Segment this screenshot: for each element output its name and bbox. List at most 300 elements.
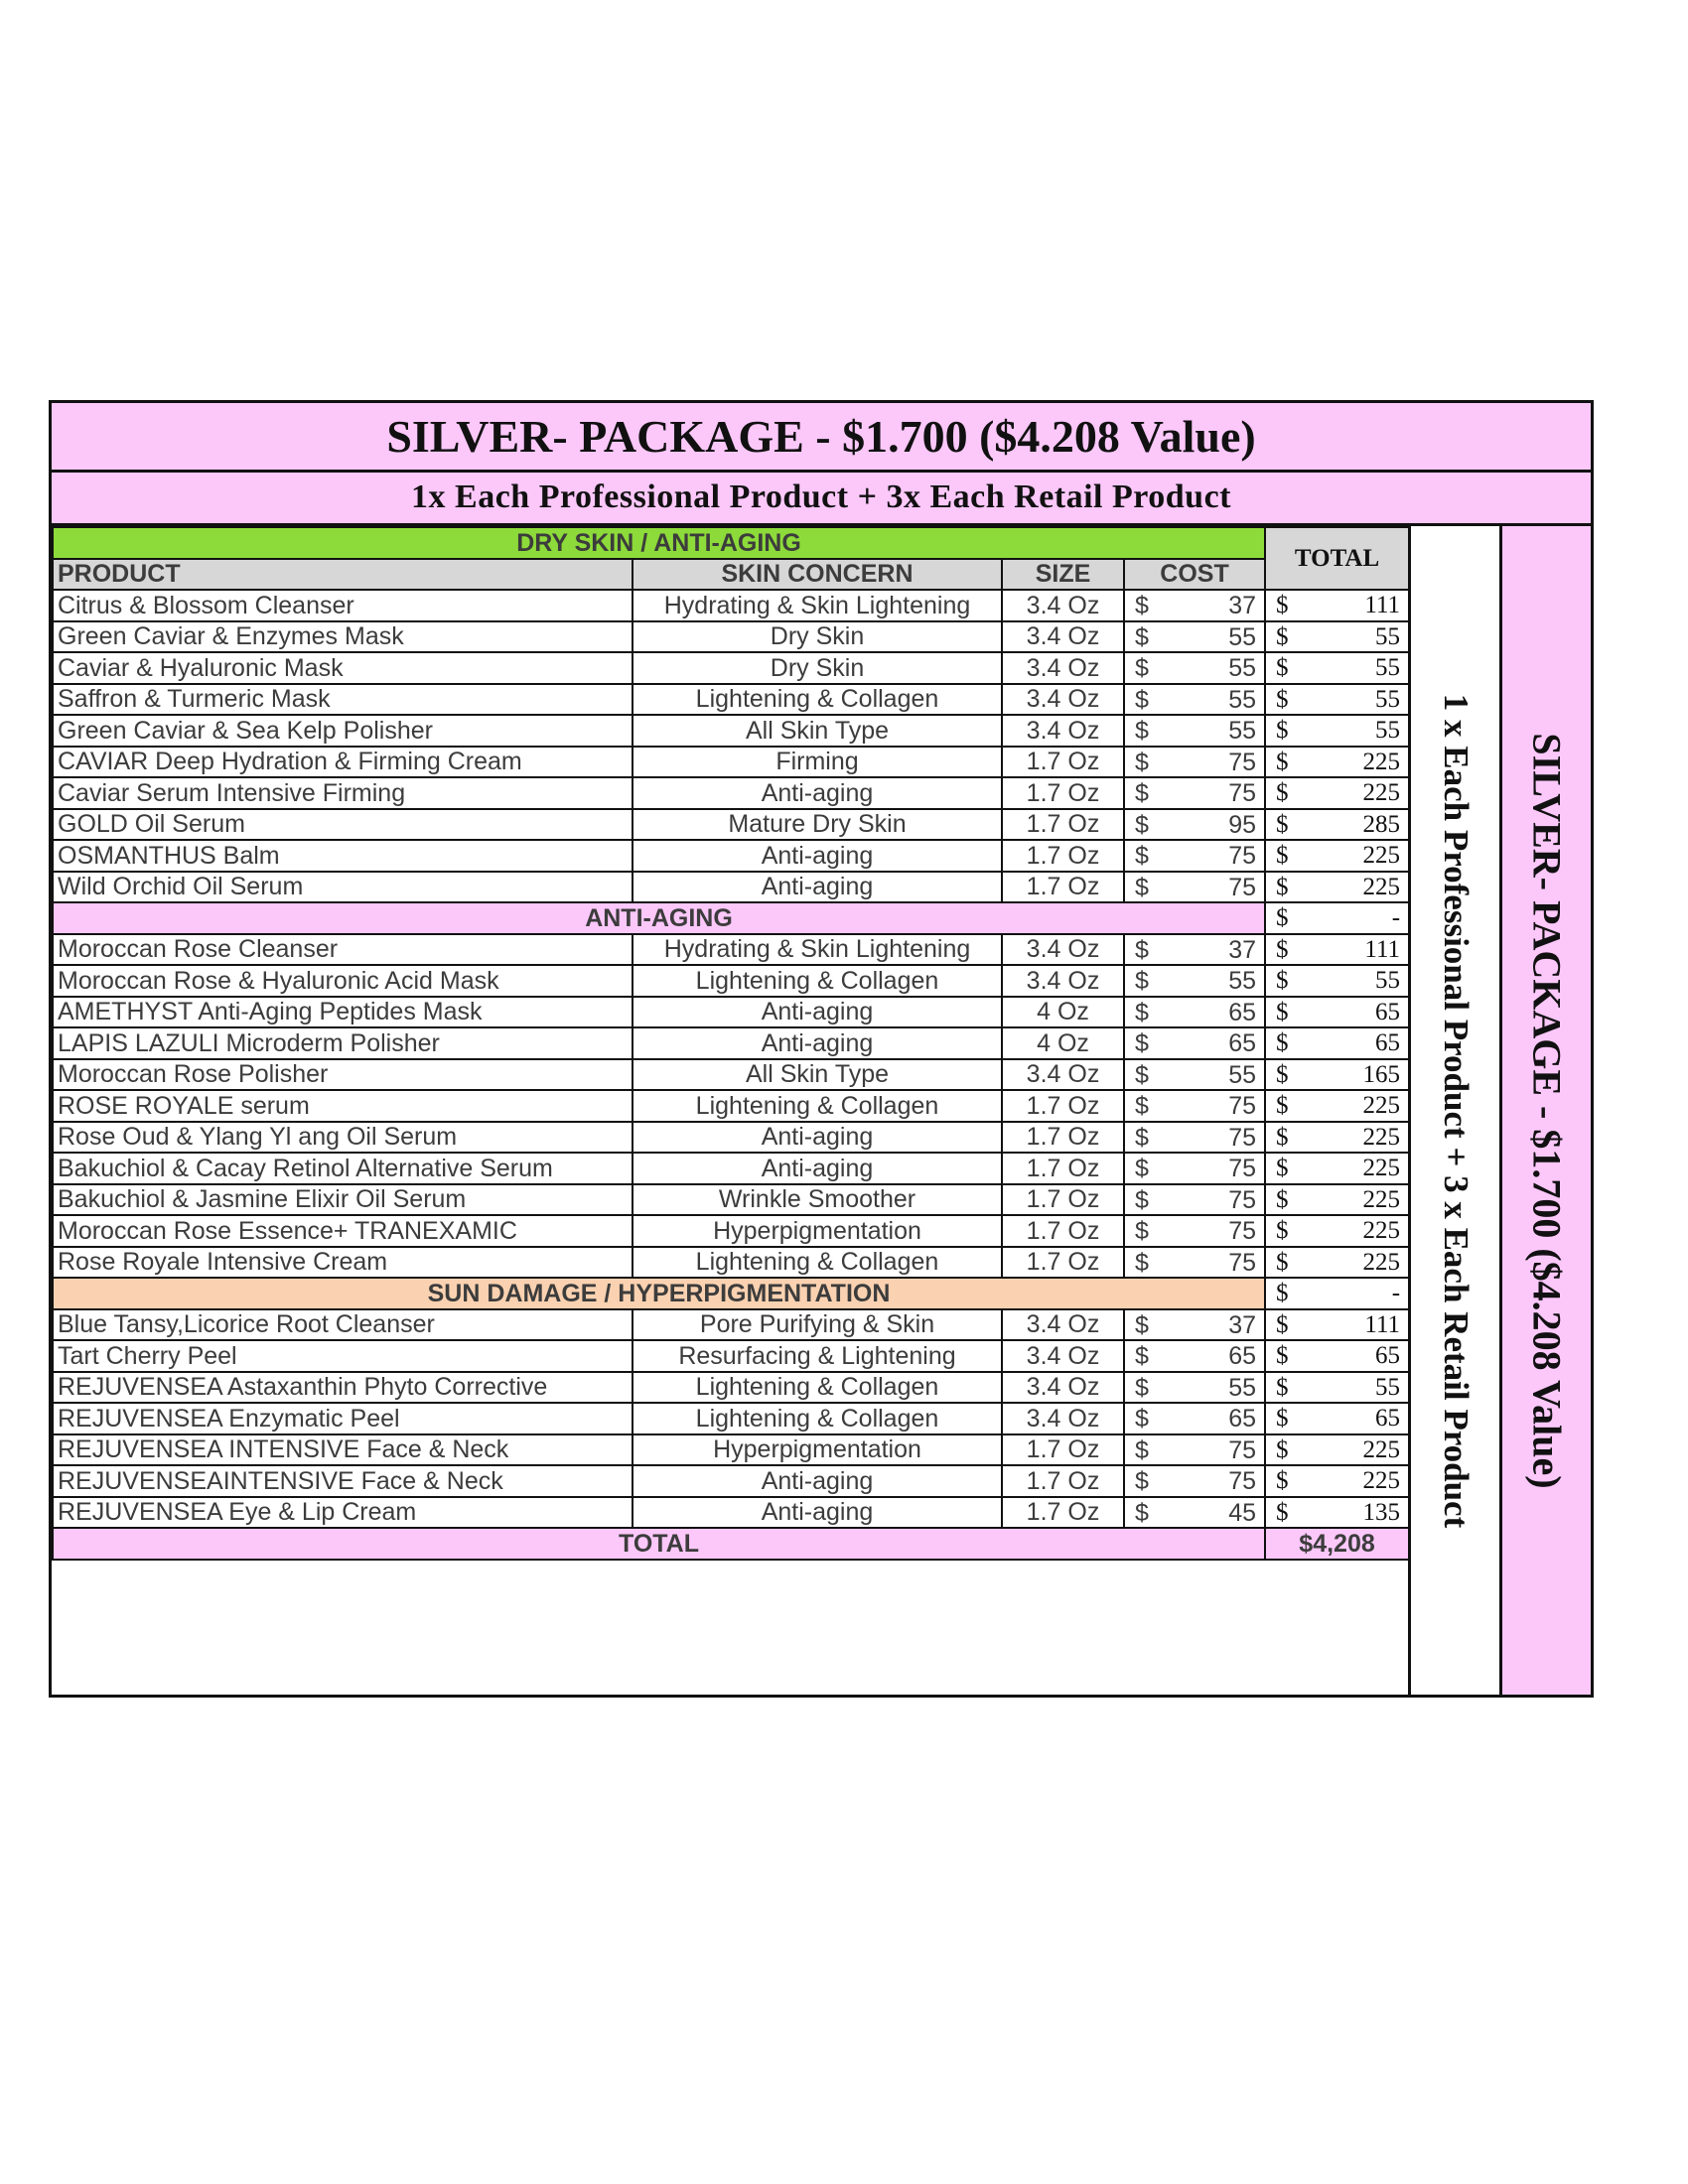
- product-row: [53, 621, 1409, 653]
- product-name: Bakuchiol & Jasmine Elixir Oil Serum: [53, 1184, 633, 1216]
- product-cost-amount: 55: [1228, 967, 1257, 995]
- currency-symbol: $: [1276, 904, 1289, 931]
- product-total: [1265, 1372, 1409, 1404]
- product-total-amount: 111: [1364, 592, 1401, 618]
- product-size: 1.7 Oz: [1002, 1153, 1124, 1184]
- vertical-subtitle: 1 x Each Professional Product + 3 x Each Retail Product: [1436, 693, 1476, 1528]
- product-cost-amount: 75: [1228, 1248, 1257, 1277]
- product-size: 3.4 Oz: [1002, 1059, 1124, 1091]
- product-total: [1265, 1184, 1409, 1216]
- skin-concern: Lightening & Collagen: [633, 1403, 1002, 1434]
- product-total: [1265, 747, 1409, 778]
- section-name: ANTI-AGING: [53, 902, 1265, 934]
- product-cost: [1124, 997, 1265, 1028]
- skin-concern: All Skin Type: [633, 1059, 1002, 1091]
- product-name: Wild Orchid Oil Serum: [53, 872, 633, 903]
- product-size: 1.7 Oz: [1002, 1497, 1124, 1529]
- product-row: [53, 777, 1409, 809]
- product-total-amount: 225: [1362, 873, 1401, 900]
- product-cost-amount: 45: [1228, 1498, 1257, 1527]
- product-cost: [1124, 684, 1265, 716]
- product-cost-amount: 55: [1228, 654, 1257, 682]
- currency-symbol: $: [1276, 748, 1289, 775]
- product-total: [1265, 1122, 1409, 1154]
- product-total: [1265, 1497, 1409, 1529]
- vertical-title: SILVER- PACKAGE - $1.700 ($4.208 Value): [1524, 732, 1569, 1489]
- section-row: [53, 902, 1409, 934]
- product-total: [1265, 965, 1409, 997]
- product-cost-amount: 55: [1228, 685, 1257, 714]
- skin-concern: Anti-aging: [633, 1153, 1002, 1184]
- currency-symbol: $: [1135, 592, 1149, 619]
- product-size: 1.7 Oz: [1002, 1090, 1124, 1122]
- product-size: 1.7 Oz: [1002, 872, 1124, 903]
- product-cost-amount: 55: [1228, 717, 1257, 745]
- product-size: 3.4 Oz: [1002, 965, 1124, 997]
- product-name: Citrus & Blossom Cleanser: [53, 590, 633, 621]
- currency-symbol: $: [1135, 717, 1149, 745]
- product-size: 3.4 Oz: [1002, 652, 1124, 684]
- grand-total-label: TOTAL: [53, 1528, 1265, 1560]
- vertical-subtitle-column: [1408, 526, 1499, 1695]
- currency-symbol: $: [1276, 1498, 1289, 1526]
- section-name: SUN DAMAGE / HYPERPIGMENTATION: [53, 1278, 1265, 1309]
- product-total: [1265, 777, 1409, 809]
- currency-symbol: $: [1135, 1155, 1149, 1182]
- currency-symbol: $: [1135, 1217, 1149, 1245]
- product-row: [53, 1122, 1409, 1154]
- product-row: [53, 1372, 1409, 1404]
- section-name: DRY SKIN / ANTI-AGING: [53, 527, 1265, 559]
- currency-symbol: $: [1276, 1373, 1289, 1401]
- product-cost: [1124, 840, 1265, 872]
- skin-concern: Anti-aging: [633, 1027, 1002, 1059]
- product-cost-amount: 55: [1228, 1373, 1257, 1402]
- product-header: PRODUCT: [53, 559, 633, 591]
- product-cost: [1124, 1340, 1265, 1372]
- currency-symbol: $: [1276, 1092, 1289, 1119]
- skin-concern: Anti-aging: [633, 872, 1002, 903]
- product-size: 1.7 Oz: [1002, 1247, 1124, 1279]
- product-name: REJUVENSEA Enzymatic Peel: [53, 1403, 633, 1434]
- currency-symbol: $: [1135, 1373, 1149, 1402]
- product-row: [53, 1340, 1409, 1372]
- product-total-amount: 225: [1362, 1248, 1401, 1276]
- product-total-amount: 111: [1364, 935, 1401, 963]
- product-cost: [1124, 1184, 1265, 1216]
- skin-concern: Lightening & Collagen: [633, 1247, 1002, 1279]
- currency-symbol: $: [1276, 1029, 1289, 1056]
- currency-symbol: $: [1276, 873, 1289, 900]
- currency-symbol: $: [1135, 622, 1149, 651]
- product-total-amount: 65: [1375, 1405, 1401, 1432]
- currency-symbol: $: [1135, 685, 1149, 714]
- product-cost: [1124, 965, 1265, 997]
- product-cost: [1124, 590, 1265, 621]
- product-size: 4 Oz: [1002, 1027, 1124, 1059]
- product-name: Caviar Serum Intensive Firming: [53, 777, 633, 809]
- product-row: [53, 1027, 1409, 1059]
- currency-symbol: $: [1135, 1342, 1149, 1370]
- skin-concern: Anti-aging: [633, 1122, 1002, 1154]
- currency-symbol: $: [1276, 810, 1289, 838]
- product-size: 1.7 Oz: [1002, 1122, 1124, 1154]
- product-row: [53, 1247, 1409, 1279]
- product-cost-amount: 65: [1228, 1029, 1257, 1057]
- skin-concern: Mature Dry Skin: [633, 809, 1002, 841]
- product-row: [53, 934, 1409, 966]
- currency-symbol: $: [1135, 779, 1149, 807]
- currency-symbol: $: [1135, 1060, 1149, 1089]
- skin-concern: Dry Skin: [633, 621, 1002, 653]
- product-row: [53, 840, 1409, 872]
- product-name: REJUVENSEA Astaxanthin Phyto Corrective: [53, 1372, 633, 1404]
- product-total-amount: 55: [1375, 685, 1401, 713]
- product-name: REJUVENSEA Eye & Lip Cream: [53, 1497, 633, 1529]
- product-cost-amount: 75: [1228, 1467, 1257, 1495]
- product-name: Saffron & Turmeric Mask: [53, 684, 633, 716]
- product-row: [53, 965, 1409, 997]
- product-size: 3.4 Oz: [1002, 934, 1124, 966]
- product-name: REJUVENSEA INTENSIVE Face & Neck: [53, 1434, 633, 1466]
- product-row: [53, 684, 1409, 716]
- currency-symbol: $: [1135, 1029, 1149, 1057]
- skin-concern: Anti-aging: [633, 997, 1002, 1028]
- total-column-header: TOTAL: [1265, 527, 1409, 590]
- product-name: Rose Oud & Ylang Yl ang Oil Serum: [53, 1122, 633, 1154]
- product-cost-amount: 65: [1228, 1405, 1257, 1433]
- product-cost-amount: 75: [1228, 779, 1257, 807]
- product-cost: [1124, 1090, 1265, 1122]
- currency-symbol: $: [1135, 967, 1149, 995]
- product-cost: [1124, 1497, 1265, 1529]
- product-row: [53, 715, 1409, 747]
- skin-concern: Anti-aging: [633, 1497, 1002, 1529]
- currency-symbol: $: [1135, 1092, 1149, 1120]
- product-cost-amount: 75: [1228, 748, 1257, 776]
- product-cost: [1124, 1403, 1265, 1434]
- product-name: LAPIS LAZULI Microderm Polisher: [53, 1027, 633, 1059]
- skin-concern: Lightening & Collagen: [633, 684, 1002, 716]
- vertical-title-column: [1499, 526, 1591, 1695]
- product-total: [1265, 1215, 1409, 1247]
- currency-symbol: $: [1135, 842, 1149, 870]
- product-name: Moroccan Rose Cleanser: [53, 934, 633, 966]
- product-cost: [1124, 715, 1265, 747]
- product-total: [1265, 997, 1409, 1028]
- product-total-amount: 111: [1364, 1310, 1401, 1338]
- product-total-amount: 225: [1362, 1185, 1401, 1213]
- product-size: 1.7 Oz: [1002, 747, 1124, 778]
- product-total: [1265, 621, 1409, 653]
- product-row: [53, 809, 1409, 841]
- currency-symbol: $: [1276, 592, 1289, 618]
- section-total-amount: -: [1391, 1280, 1401, 1306]
- product-name: AMETHYST Anti-Aging Peptides Mask: [53, 997, 633, 1028]
- product-cost: [1124, 652, 1265, 684]
- product-cost: [1124, 1247, 1265, 1279]
- skin-concern: Dry Skin: [633, 652, 1002, 684]
- product-size: 1.7 Oz: [1002, 777, 1124, 809]
- product-size: 1.7 Oz: [1002, 1215, 1124, 1247]
- product-total-amount: 225: [1362, 1435, 1401, 1463]
- product-total-amount: 135: [1362, 1498, 1401, 1526]
- product-row: [53, 1497, 1409, 1529]
- product-total: [1265, 934, 1409, 966]
- column-header-row: [53, 559, 1409, 591]
- grand-total-value: $4,208: [1265, 1528, 1409, 1560]
- product-cost-amount: 95: [1228, 810, 1257, 839]
- currency-symbol: $: [1276, 685, 1289, 713]
- currency-symbol: $: [1135, 1467, 1149, 1495]
- product-name: Moroccan Rose Polisher: [53, 1059, 633, 1091]
- product-row: [53, 997, 1409, 1028]
- product-row: [53, 1153, 1409, 1184]
- currency-symbol: $: [1135, 810, 1149, 839]
- currency-symbol: $: [1276, 1248, 1289, 1276]
- size-header: SIZE: [1002, 559, 1124, 591]
- product-cost-amount: 65: [1228, 1342, 1257, 1370]
- product-row: [53, 590, 1409, 621]
- product-cost-amount: 55: [1228, 1060, 1257, 1089]
- product-total-amount: 65: [1375, 998, 1401, 1025]
- product-cost-amount: 75: [1228, 1123, 1257, 1152]
- product-total: [1265, 809, 1409, 841]
- section-row: [53, 527, 1409, 559]
- currency-symbol: $: [1276, 1280, 1289, 1306]
- currency-symbol: $: [1135, 1498, 1149, 1527]
- currency-symbol: $: [1135, 1435, 1149, 1464]
- product-size: 3.4 Oz: [1002, 590, 1124, 621]
- product-size: 4 Oz: [1002, 997, 1124, 1028]
- skin-concern: Lightening & Collagen: [633, 1090, 1002, 1122]
- product-total: [1265, 1027, 1409, 1059]
- product-table: [52, 526, 1410, 1561]
- product-name: ROSE ROYALE serum: [53, 1090, 633, 1122]
- product-cost: [1124, 1215, 1265, 1247]
- product-total-amount: 225: [1362, 748, 1401, 775]
- currency-symbol: $: [1135, 935, 1149, 964]
- product-total-amount: 225: [1362, 1155, 1401, 1181]
- product-total: [1265, 1090, 1409, 1122]
- currency-symbol: $: [1276, 967, 1289, 994]
- product-size: 3.4 Oz: [1002, 621, 1124, 653]
- product-total: [1265, 1340, 1409, 1372]
- product-name: Bakuchiol & Cacay Retinol Alternative Serum: [53, 1153, 633, 1184]
- currency-symbol: $: [1276, 1060, 1289, 1088]
- product-cost: [1124, 809, 1265, 841]
- skin-concern: All Skin Type: [633, 715, 1002, 747]
- product-cost-amount: 37: [1228, 592, 1257, 619]
- product-size: 1.7 Oz: [1002, 1434, 1124, 1466]
- currency-symbol: $: [1276, 622, 1289, 650]
- product-cost: [1124, 1434, 1265, 1466]
- product-name: Rose Royale Intensive Cream: [53, 1247, 633, 1279]
- product-row: [53, 1090, 1409, 1122]
- product-name: Green Caviar & Sea Kelp Polisher: [53, 715, 633, 747]
- currency-symbol: $: [1135, 654, 1149, 682]
- price-sheet: [49, 400, 1594, 1698]
- product-name: Moroccan Rose & Hyaluronic Acid Mask: [53, 965, 633, 997]
- product-total: [1265, 1153, 1409, 1184]
- product-cost: [1124, 872, 1265, 903]
- skin-concern: Firming: [633, 747, 1002, 778]
- skin-concern: Lightening & Collagen: [633, 965, 1002, 997]
- product-total: [1265, 1059, 1409, 1091]
- product-cost-amount: 37: [1228, 935, 1257, 964]
- product-name: OSMANTHUS Balm: [53, 840, 633, 872]
- product-name: CAVIAR Deep Hydration & Firming Cream: [53, 747, 633, 778]
- currency-symbol: $: [1276, 654, 1289, 681]
- product-cost-amount: 75: [1228, 1435, 1257, 1464]
- skin-concern: Resurfacing & Lightening: [633, 1340, 1002, 1372]
- product-cost: [1124, 1153, 1265, 1184]
- currency-symbol: $: [1276, 1155, 1289, 1181]
- product-size: 3.4 Oz: [1002, 1403, 1124, 1434]
- product-cost: [1124, 1122, 1265, 1154]
- product-row: [53, 1215, 1409, 1247]
- skin-concern: Hydrating & Skin Lightening: [633, 590, 1002, 621]
- currency-symbol: $: [1276, 1185, 1289, 1213]
- currency-symbol: $: [1135, 1185, 1149, 1214]
- product-row: [53, 1184, 1409, 1216]
- product-size: 1.7 Oz: [1002, 1465, 1124, 1497]
- product-name: Tart Cherry Peel: [53, 1340, 633, 1372]
- currency-symbol: $: [1135, 1310, 1149, 1339]
- product-cost: [1124, 747, 1265, 778]
- product-total: [1265, 715, 1409, 747]
- product-total-amount: 55: [1375, 967, 1401, 994]
- currency-symbol: $: [1276, 842, 1289, 869]
- product-total: [1265, 652, 1409, 684]
- product-total-amount: 225: [1362, 1123, 1401, 1151]
- product-total: [1265, 1465, 1409, 1497]
- skin-concern: Hyperpigmentation: [633, 1215, 1002, 1247]
- product-name: Green Caviar & Enzymes Mask: [53, 621, 633, 653]
- skin-concern: Anti-aging: [633, 1465, 1002, 1497]
- product-size: 1.7 Oz: [1002, 809, 1124, 841]
- product-total: [1265, 590, 1409, 621]
- product-size: 3.4 Oz: [1002, 684, 1124, 716]
- product-cost-amount: 65: [1228, 998, 1257, 1026]
- product-total-amount: 225: [1362, 842, 1401, 869]
- product-cost-amount: 75: [1228, 1155, 1257, 1182]
- currency-symbol: $: [1276, 1435, 1289, 1463]
- product-cost: [1124, 1465, 1265, 1497]
- product-cost-amount: 75: [1228, 842, 1257, 870]
- currency-symbol: $: [1276, 1123, 1289, 1151]
- currency-symbol: $: [1135, 1405, 1149, 1433]
- product-row: [53, 1465, 1409, 1497]
- skin-concern-header: SKIN CONCERN: [633, 559, 1002, 591]
- product-cost: [1124, 934, 1265, 966]
- product-total-amount: 225: [1362, 1467, 1401, 1494]
- currency-symbol: $: [1276, 1342, 1289, 1369]
- product-table-body: [53, 527, 1409, 1560]
- product-total-amount: 285: [1362, 810, 1401, 838]
- skin-concern: Wrinkle Smoother: [633, 1184, 1002, 1216]
- currency-symbol: $: [1276, 998, 1289, 1025]
- skin-concern: Lightening & Collagen: [633, 1372, 1002, 1404]
- product-row: [53, 652, 1409, 684]
- product-total-amount: 55: [1375, 654, 1401, 681]
- product-row: [53, 747, 1409, 778]
- currency-symbol: $: [1276, 935, 1289, 963]
- currency-symbol: $: [1276, 779, 1289, 806]
- product-name: Blue Tansy,Licorice Root Cleanser: [53, 1309, 633, 1341]
- product-total-amount: 225: [1362, 1217, 1401, 1244]
- skin-concern: Hydrating & Skin Lightening: [633, 934, 1002, 966]
- product-row: [53, 872, 1409, 903]
- section-total: [1265, 902, 1409, 934]
- product-cost-amount: 37: [1228, 1310, 1257, 1339]
- currency-symbol: $: [1135, 873, 1149, 901]
- section-total: [1265, 1278, 1409, 1309]
- product-cost: [1124, 1309, 1265, 1341]
- currency-symbol: $: [1135, 1123, 1149, 1152]
- product-name: REJUVENSEAINTENSIVE Face & Neck: [53, 1465, 633, 1497]
- package-title: SILVER- PACKAGE - $1.700 ($4.208 Value): [52, 403, 1591, 473]
- product-size: 1.7 Oz: [1002, 1184, 1124, 1216]
- product-cost: [1124, 1027, 1265, 1059]
- product-cost: [1124, 777, 1265, 809]
- product-row: [53, 1309, 1409, 1341]
- package-subtitle: 1x Each Professional Product + 3x Each Retail Product: [52, 473, 1591, 526]
- section-total-amount: -: [1391, 904, 1401, 931]
- skin-concern: Anti-aging: [633, 840, 1002, 872]
- skin-concern: Hyperpigmentation: [633, 1434, 1002, 1466]
- product-total-amount: 55: [1375, 1373, 1401, 1401]
- skin-concern: Pore Purifying & Skin: [633, 1309, 1002, 1341]
- currency-symbol: $: [1135, 748, 1149, 776]
- product-total: [1265, 684, 1409, 716]
- section-row: [53, 1278, 1409, 1309]
- cost-header: COST: [1124, 559, 1265, 591]
- product-cost-amount: 75: [1228, 1217, 1257, 1245]
- product-total-amount: 55: [1375, 622, 1401, 650]
- skin-concern: Anti-aging: [633, 777, 1002, 809]
- currency-symbol: $: [1276, 1217, 1289, 1244]
- product-size: 3.4 Oz: [1002, 1309, 1124, 1341]
- currency-symbol: $: [1276, 1467, 1289, 1494]
- product-total: [1265, 840, 1409, 872]
- product-size: 1.7 Oz: [1002, 840, 1124, 872]
- product-total: [1265, 1309, 1409, 1341]
- product-total-amount: 225: [1362, 779, 1401, 806]
- product-total-amount: 55: [1375, 717, 1401, 744]
- product-total-amount: 65: [1375, 1029, 1401, 1056]
- product-row: [53, 1434, 1409, 1466]
- currency-symbol: $: [1276, 717, 1289, 744]
- product-cost: [1124, 621, 1265, 653]
- product-size: 3.4 Oz: [1002, 1340, 1124, 1372]
- product-cost: [1124, 1372, 1265, 1404]
- currency-symbol: $: [1276, 1405, 1289, 1432]
- currency-symbol: $: [1276, 1310, 1289, 1338]
- product-total: [1265, 1403, 1409, 1434]
- product-name: Caviar & Hyaluronic Mask: [53, 652, 633, 684]
- product-cost-amount: 75: [1228, 1185, 1257, 1214]
- product-name: Moroccan Rose Essence+ TRANEXAMIC: [53, 1215, 633, 1247]
- product-cost-amount: 75: [1228, 873, 1257, 901]
- product-size: 3.4 Oz: [1002, 715, 1124, 747]
- product-cost: [1124, 1059, 1265, 1091]
- currency-symbol: $: [1135, 998, 1149, 1026]
- currency-symbol: $: [1135, 1248, 1149, 1277]
- product-total-amount: 165: [1362, 1060, 1401, 1088]
- product-name: GOLD Oil Serum: [53, 809, 633, 841]
- product-total: [1265, 1434, 1409, 1466]
